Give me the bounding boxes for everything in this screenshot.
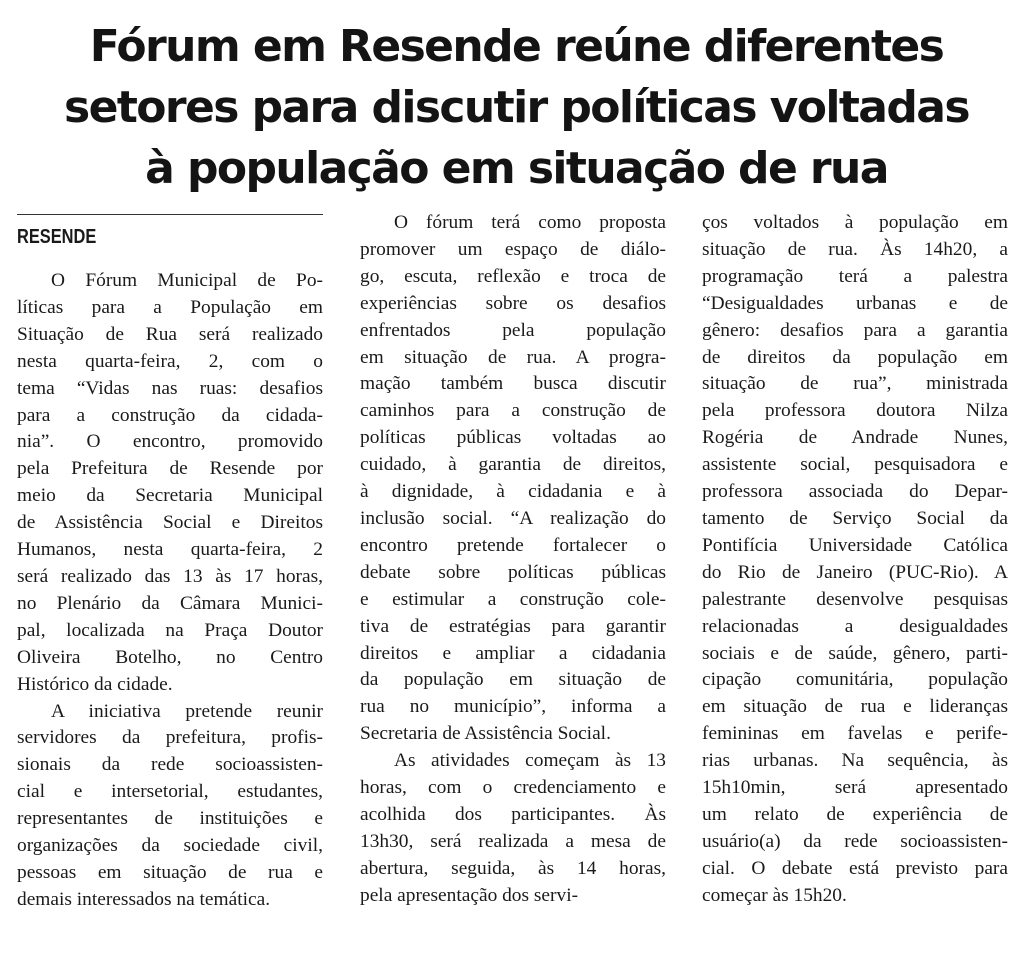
text-line: nesta quarta-feira, 2, com o (17, 350, 323, 372)
text-line: para a construção da cidada- (17, 404, 323, 426)
text-line: promover um espaço de diálo- (360, 238, 666, 260)
text-line: organizações da sociedade civil, (17, 835, 323, 857)
headline-line: Fórum em Resende reúne diferentes (89, 21, 944, 72)
text-line: do Rio de Janeiro (PUC-Rio). A (702, 561, 1008, 583)
text-line: Oliveira Botelho, no Centro (17, 646, 323, 668)
text-line: pela professora doutora Nilza (702, 400, 1008, 422)
text-line: enfrentados pela população (360, 319, 666, 341)
text-line: rias urbanas. Na sequência, às (702, 750, 1008, 772)
text-line: no Plenário da Câmara Munici- (17, 592, 323, 614)
text-line: de direitos da população em (702, 346, 1008, 368)
text-line: representantes de instituições e (17, 808, 323, 830)
text-line: à dignidade, à cidadania e à (360, 481, 666, 503)
text-line: A iniciativa pretende reunir (51, 700, 323, 722)
text-line: de Assistência Social e Direitos (17, 512, 323, 534)
section-label: RESENDE (17, 226, 97, 248)
text-line: situação de rua. Às 14h20, a (702, 238, 1008, 260)
text-line: relacionadas a desigualdades (702, 615, 1008, 637)
text-line: tema “Vidas nas ruas: desafios (17, 377, 323, 399)
text-line: inclusão social. “A realização do (360, 507, 666, 529)
text-line: Secretaria de Assistência Social. (360, 723, 611, 745)
text-line: go, escuta, reflexão e troca de (360, 265, 666, 287)
text-line: As atividades começam às 13 (394, 750, 666, 772)
text-line: cuidado, à garantia de direitos, (360, 454, 666, 476)
article-paragraph (17, 699, 323, 914)
text-line: Histórico da cidade. (17, 673, 173, 695)
text-line: direitos e ampliar a cidadania (360, 642, 666, 664)
text-line: e estimular a construção cole- (360, 588, 666, 610)
text-line: 13h30, será realizada a mesa de (360, 830, 666, 852)
text-line: pela Prefeitura de Resende por (17, 458, 323, 480)
text-line: políticas públicas voltadas ao (360, 427, 666, 449)
text-line: demais interessados na temática. (17, 888, 271, 910)
text-line: nia”. O encontro, promovido (17, 431, 323, 453)
text-line: usuário(a) da rede socioassisten- (702, 830, 1008, 852)
text-line: pal, localizada na Praça Doutor (17, 619, 323, 641)
text-line: experiências sobre os desafios (360, 292, 666, 314)
text-line: Humanos, nesta quarta-feira, 2 (17, 539, 323, 561)
text-line: cial e intersetorial, estudantes, (17, 781, 323, 803)
article-paragraph (360, 748, 666, 909)
text-line: O fórum terá como proposta (394, 212, 666, 233)
article-paragraph (702, 210, 1008, 910)
text-line: abertura, seguida, às 14 horas, (360, 857, 666, 879)
text-line: será realizado das 13 às 17 horas, (17, 565, 323, 587)
text-line: pessoas em situação de rua e (17, 861, 323, 883)
text-line: cial. O debate está previsto para (702, 857, 1008, 879)
text-line: debate sobre políticas públicas (360, 561, 666, 583)
text-line: assistente social, pesquisadora e (702, 454, 1008, 476)
text-line: em situação de rua e lideranças (702, 696, 1008, 718)
text-line: programação terá a palestra (702, 265, 1008, 287)
article-paragraph (360, 210, 666, 748)
text-line: sociais e de saúde, gênero, parti- (702, 642, 1008, 664)
text-line: encontro pretende fortalecer o (360, 534, 666, 556)
section-divider (17, 214, 323, 215)
article-column-3 (702, 210, 1008, 910)
text-line: acolhida dos participantes. Às (360, 803, 666, 825)
text-line: situação de rua”, ministrada (702, 373, 1008, 395)
article-column-2 (360, 210, 666, 910)
text-line: Rogéria de Andrade Nunes, (702, 427, 1008, 449)
text-line: mação também busca discutir (360, 373, 666, 395)
text-line: palestrante desenvolve pesquisas (702, 588, 1008, 610)
text-line: meio da Secretaria Municipal (17, 485, 323, 507)
text-line: tiva de estratégias para garantir (360, 615, 666, 637)
text-line: começar às 15h20. (702, 884, 847, 906)
text-line: um relato de experiência de (702, 803, 1008, 825)
text-line: caminhos para a construção de (360, 400, 666, 422)
text-line: professora associada do Depar- (702, 481, 1008, 503)
text-line: da população em situação de (360, 669, 666, 691)
text-line: em situação de rua. A progra- (360, 346, 666, 368)
text-line: ços voltados à população em (702, 212, 1008, 233)
article-column-1 (17, 268, 323, 914)
text-line: sionais da rede socioassisten- (17, 754, 323, 776)
text-line: cipação comunitária, população (702, 669, 1008, 691)
headline-line: setores para discutir políticas voltadas (64, 82, 969, 133)
article-paragraph (17, 268, 323, 699)
text-line: “Desigualdades urbanas e de (702, 292, 1008, 314)
text-line: O Fórum Municipal de Po- (51, 270, 323, 291)
text-line: gênero: desafios para a garantia (702, 319, 1008, 341)
text-line: pela apresentação dos servi- (360, 884, 579, 906)
article-headline (10, 16, 1023, 199)
text-line: tamento de Serviço Social da (702, 507, 1008, 529)
text-line: rua no município”, informa a (360, 696, 666, 718)
headline-line: à população em situação de rua (145, 143, 888, 194)
text-line: horas, com o credenciamento e (360, 777, 666, 799)
text-line: 15h10min, será apresentado (702, 777, 1008, 799)
text-line: servidores da prefeitura, profis- (17, 727, 323, 749)
text-line: Pontifícia Universidade Católica (702, 534, 1008, 556)
text-line: femininas em favelas e perife- (702, 723, 1008, 745)
text-line: Situação de Rua será realizado (17, 323, 323, 345)
text-line: líticas para a População em (17, 296, 323, 318)
